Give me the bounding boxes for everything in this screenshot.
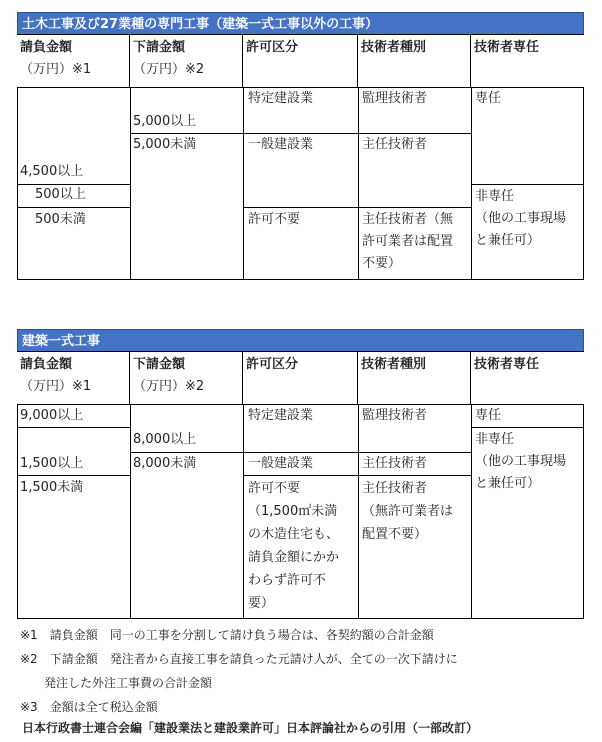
header-contract-amount: 請負金額 （万円）※1 <box>17 35 130 87</box>
note-3: ※3 金額は全て税込金額 <box>20 700 158 714</box>
contract-500-under: 500未満 <box>35 212 86 227</box>
header-subcontract-amount: 下請金額 （万円）※2 <box>130 352 243 404</box>
permit-special: 特定建設業 <box>248 408 314 423</box>
citation: 日本行政書士連合会編「建設業法と建設業許可」日本評論社からの引用（一部改訂） <box>22 721 479 735</box>
header-permit-type: 許可区分 <box>243 35 358 87</box>
subcontract-8000-under: 8,000未満 <box>133 456 197 471</box>
note-2-cont: 発注した外注工事費の合計金額 <box>20 676 213 690</box>
note-1: ※1 請負金額 同一の工事を分割して請け負う場合は、各契約額の合計金額 <box>20 628 434 642</box>
engineer-supervising: 監理技術者 <box>362 91 428 106</box>
table-building-construction <box>17 329 584 619</box>
header-engineer-type: 技術者種別 <box>358 352 471 404</box>
subcontract-5000-under: 5,000未満 <box>133 137 197 152</box>
permit-special: 特定建設業 <box>248 91 314 106</box>
engineer-chief: 主任技術者 <box>362 137 428 152</box>
contract-4500-over: 4,500以上 <box>20 164 84 179</box>
subcontract-8000-over: 8,000以上 <box>133 432 197 447</box>
dedicated: 専任 <box>475 408 502 423</box>
non-dedicated: 非専任 （他の工事現場 と兼任可） <box>475 189 567 248</box>
subcontract-5000-over: 5,000以上 <box>133 114 197 129</box>
contract-1500-under: 1,500未満 <box>20 480 84 495</box>
non-dedicated: 非専任 （他の工事現場 と兼任可） <box>475 432 567 491</box>
table-title: 建築一式工事 <box>17 329 584 352</box>
note-2: ※2 下請金額 発注者から直接工事を請負った元請け人が、全ての一次下請けに <box>20 652 458 666</box>
table-title: 土木工事及び27業種の専門工事（建築一式工事以外の工事） <box>17 12 584 35</box>
header-engineer-type: 技術者種別 <box>358 35 471 87</box>
header-engineer-dedicated: 技術者専任 <box>471 35 584 87</box>
contract-9000-over: 9,000以上 <box>20 408 84 423</box>
permit-general: 一般建設業 <box>248 137 314 152</box>
engineer-supervising: 監理技術者 <box>362 408 428 423</box>
permit-not-required: 許可不要 <box>248 212 301 227</box>
permit-not-required-note: 許可不要 （1,500㎡未満 の木造住宅も、 請負金額にかか わらず許可不 要） <box>248 481 340 611</box>
header-permit-type: 許可区分 <box>243 352 358 404</box>
contract-500-over: 500以上 <box>35 187 86 202</box>
header-contract-amount: 請負金額 （万円）※1 <box>17 352 130 404</box>
table-civil-engineering <box>17 12 584 280</box>
engineer-chief: 主任技術者 <box>362 456 428 471</box>
dedicated: 専任 <box>475 91 502 106</box>
header-subcontract-amount: 下請金額 （万円）※2 <box>130 35 243 87</box>
contract-1500-over: 1,500以上 <box>20 456 84 471</box>
engineer-chief-note: 主任技術者 （無許可業者は 配置不要） <box>362 481 454 542</box>
header-engineer-dedicated: 技術者専任 <box>471 352 584 404</box>
permit-general: 一般建設業 <box>248 456 314 471</box>
engineer-chief-note: 主任技術者（無 許可業者は配置 不要） <box>362 212 454 271</box>
